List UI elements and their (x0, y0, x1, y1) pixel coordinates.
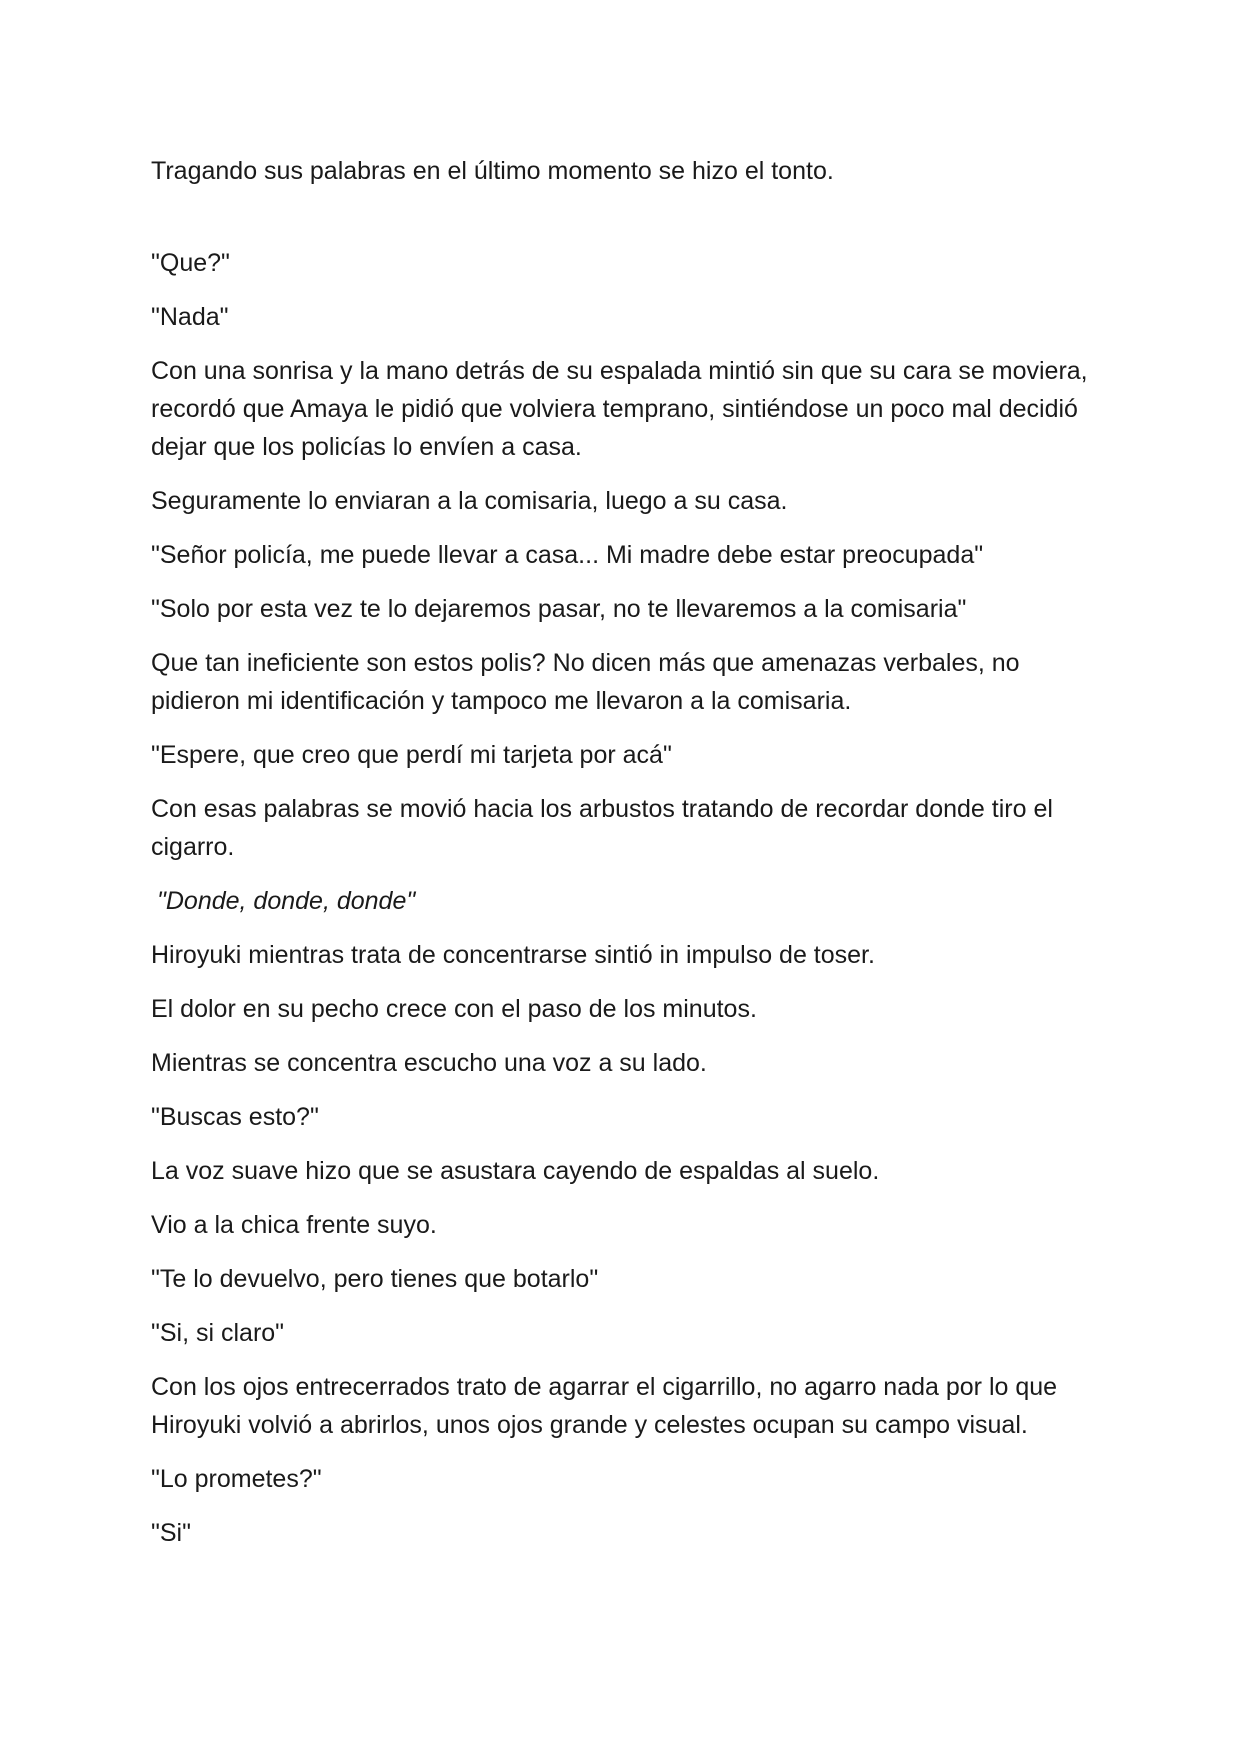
paragraph: "Señor policía, me puede llevar a casa... Mi madre debe estar preocupada" (151, 541, 984, 569)
paragraph: Hiroyuki mientras trata de concentrarse sintió in impulso de toser. (151, 941, 875, 969)
paragraph: "Te lo devuelvo, pero tienes que botarlo" (151, 1265, 599, 1293)
paragraph: La voz suave hizo que se asustara cayendo de espaldas al suelo. (151, 1157, 880, 1185)
italic-paragraph: "Donde, donde, donde" (157, 887, 416, 915)
paragraph: "Que?" (151, 249, 230, 277)
paragraph: Mientras se concentra escucho una voz a su lado. (151, 1049, 707, 1077)
paragraph: "Lo prometes?" (151, 1465, 322, 1493)
paragraph: "Si" (151, 1519, 191, 1547)
paragraph: "Si, si claro" (151, 1319, 285, 1347)
paragraph: "Solo por esta vez te lo dejaremos pasar, no te llevaremos a la comisaria" (151, 595, 967, 623)
paragraph: Que tan ineficiente son estos polis? No dicen más que amenazas verbales, no pidieron mi identificación y tampoco me llevaron a la comisaria. (151, 649, 1020, 715)
paragraph: Con una sonrisa y la mano detrás de su espalada mintió sin que su cara se moviera, recordó que Amaya le pidió que volviera temprano, sintiéndose un poco mal decidió dejar que los policías lo envíen a casa. (151, 357, 1088, 461)
paragraph: "Nada" (151, 303, 229, 331)
paragraph: El dolor en su pecho crece con el paso de los minutos. (151, 995, 757, 1023)
paragraph: Con esas palabras se movió hacia los arbustos tratando de recordar donde tiro el cigarro. (151, 795, 1053, 861)
paragraph: "Buscas esto?" (151, 1103, 319, 1131)
paragraph: Vio a la chica frente suyo. (151, 1211, 437, 1239)
paragraph: "Espere, que creo que perdí mi tarjeta por acá" (151, 741, 672, 769)
document-body (151, 152, 1091, 1568)
paragraph: Con los ojos entrecerrados trato de agarrar el cigarrillo, no agarro nada por lo que Hiroyuki volvió a abrirlos, unos ojos grande y celestes ocupan su campo visual. (151, 1373, 1058, 1439)
paragraph: Tragando sus palabras en el último momento se hizo el tonto. (151, 157, 834, 185)
paragraph: Seguramente lo enviaran a la comisaria, luego a su casa. (151, 487, 788, 515)
